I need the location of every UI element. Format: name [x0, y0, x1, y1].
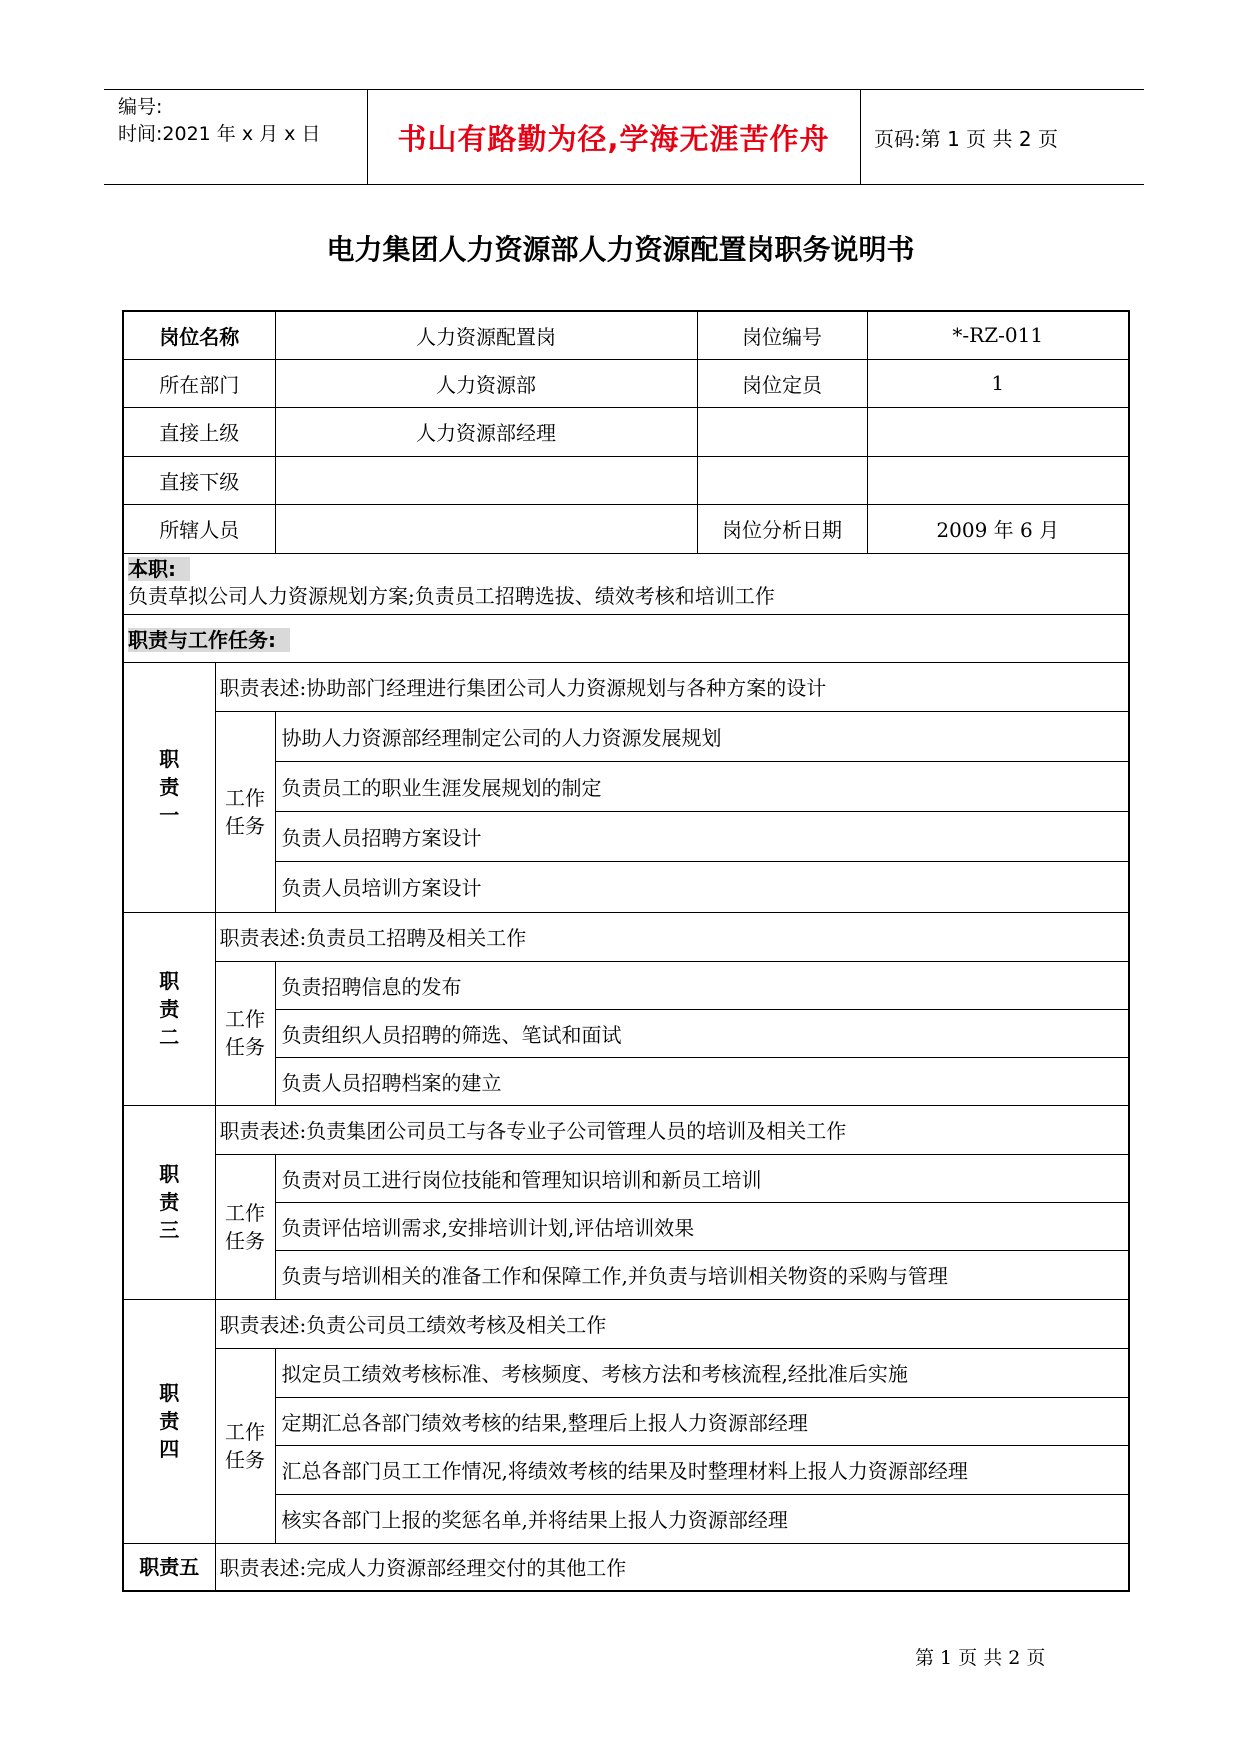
empty-cell [867, 456, 1129, 504]
headcount-label: 岗位定员 [697, 359, 867, 407]
resp5-row [123, 1543, 1129, 1591]
task-row [123, 1348, 1129, 1397]
task-label-line: 任务 [225, 1447, 265, 1472]
task-label [215, 1348, 275, 1543]
task-row [123, 1154, 1129, 1202]
post-no-value: *-RZ-011 [867, 311, 1129, 359]
doc-number-label: 编号: [118, 96, 163, 118]
info-row [123, 407, 1129, 456]
analysis-date-label: 岗位分析日期 [697, 504, 867, 553]
header-motto: 书山有路勤为径,学海无涯苦作舟 [397, 121, 830, 156]
task-item: 负责员工的职业生涯发展规划的制定 [275, 761, 1129, 811]
responsibility-label-char: 三 [159, 1218, 180, 1242]
page-header [104, 89, 1144, 185]
section-heading-row [123, 614, 1129, 662]
responsibility-label [123, 1105, 215, 1299]
task-label-line: 工作 [225, 785, 265, 810]
superior-label: 直接上级 [123, 407, 275, 456]
header-meta [118, 94, 320, 148]
job-description-table [122, 310, 1130, 1592]
task-item: 核实各部门上报的奖惩名单,并将结果上报人力资源部经理 [275, 1494, 1129, 1543]
task-item: 负责与培训相关的准备工作和保障工作,并负责与培训相关物资的采购与管理 [275, 1250, 1129, 1299]
post-name-value: 人力资源配置岗 [275, 311, 697, 359]
task-item: 负责组织人员招聘的筛选、笔试和面试 [275, 1009, 1129, 1057]
task-item: 汇总各部门员工工作情况,将绩效考核的结果及时整理材料上报人力资源部经理 [275, 1445, 1129, 1494]
duty-cell [123, 553, 1129, 614]
task-item: 负责评估培训需求,安排培训计划,评估培训效果 [275, 1202, 1129, 1250]
responsibilities-body [123, 662, 1129, 1543]
info-row [123, 456, 1129, 504]
empty-cell [867, 407, 1129, 456]
subordinate-label: 直接下级 [123, 456, 275, 504]
info-row [123, 311, 1129, 359]
responsibility-desc: 职责表述:协助部门经理进行集团公司人力资源规划与各种方案的设计 [215, 662, 1129, 711]
task-item: 协助人力资源部经理制定公司的人力资源发展规划 [275, 711, 1129, 761]
empty-cell [697, 456, 867, 504]
document-title: 电力集团人力资源部人力资源配置岗职务说明书 [326, 233, 915, 266]
task-label-line: 工作 [225, 1419, 265, 1444]
task-row [123, 711, 1129, 761]
headcount-value: 1 [867, 359, 1129, 407]
responsibility-label-char: 职 [159, 1381, 180, 1405]
responsibility-label-char: 责 [159, 775, 180, 799]
responsibility-desc-row [123, 912, 1129, 961]
duty-row [123, 553, 1129, 614]
dept-value: 人力资源部 [275, 359, 697, 407]
responsibility-label-char: 二 [159, 1024, 180, 1049]
responsibility-desc: 职责表述:负责公司员工绩效考核及相关工作 [215, 1299, 1129, 1348]
post-name-label: 岗位名称 [123, 311, 275, 359]
responsibility-label-char: 责 [159, 1190, 180, 1214]
task-label [215, 961, 275, 1105]
empty-cell [275, 504, 697, 553]
doc-time-label: 时间:2021 年 x 月 x 日 [118, 123, 321, 145]
responsibilities-heading: 职责与工作任务: [128, 628, 290, 652]
resp5-label: 职责五 [123, 1543, 215, 1591]
responsibility-label-char: 职 [159, 1162, 180, 1186]
task-label-line: 任务 [225, 1035, 265, 1059]
post-no-label: 岗位编号 [697, 311, 867, 359]
analysis-date-value: 2009 年 6 月 [867, 504, 1129, 553]
responsibility-desc-row [123, 1299, 1129, 1348]
responsibility-label-char: 责 [159, 1409, 180, 1433]
task-label [215, 711, 275, 912]
responsibility-label-char: 职 [159, 968, 180, 993]
duty-text: 负责草拟公司人力资源规划方案;负责员工招聘选拔、绩效考核和培训工作 [128, 583, 775, 608]
responsibility-label-char: 四 [159, 1437, 180, 1461]
task-label-line: 工作 [225, 1007, 265, 1031]
staff-label: 所辖人员 [123, 504, 275, 553]
info-row [123, 504, 1129, 553]
responsibility-label-char: 职 [159, 747, 180, 771]
task-label-line: 任务 [225, 1228, 265, 1253]
task-item: 定期汇总各部门绩效考核的结果,整理后上报人力资源部经理 [275, 1397, 1129, 1445]
task-item: 负责人员培训方案设计 [275, 861, 1129, 912]
responsibility-desc: 职责表述:负责集团公司员工与各专业子公司管理人员的培训及相关工作 [215, 1105, 1129, 1154]
info-row [123, 359, 1129, 407]
task-item: 负责人员招聘方案设计 [275, 811, 1129, 861]
task-label-line: 任务 [225, 813, 265, 838]
page-footer: 第 1 页 共 2 页 [915, 1647, 1046, 1669]
responsibility-desc-row [123, 1105, 1129, 1154]
header-divider [860, 90, 861, 184]
duty-label: 本职: [128, 557, 190, 581]
responsibility-label [123, 912, 215, 1105]
responsibility-desc-row [123, 662, 1129, 711]
responsibility-label [123, 1299, 215, 1543]
task-label-line: 工作 [225, 1200, 265, 1225]
responsibilities-heading-cell [123, 614, 1129, 662]
responsibility-label-char: 责 [159, 996, 180, 1021]
superior-value: 人力资源部经理 [275, 407, 697, 456]
task-item: 负责招聘信息的发布 [275, 961, 1129, 1009]
responsibility-label [123, 662, 215, 912]
responsibility-label-char: 一 [159, 803, 180, 827]
empty-cell [697, 407, 867, 456]
task-item: 拟定员工绩效考核标准、考核频度、考核方法和考核流程,经批准后实施 [275, 1348, 1129, 1397]
task-item: 负责人员招聘档案的建立 [275, 1057, 1129, 1105]
task-label [215, 1154, 275, 1299]
responsibility-desc: 职责表述:负责员工招聘及相关工作 [215, 912, 1129, 961]
resp5-desc: 职责表述:完成人力资源部经理交付的其他工作 [215, 1543, 1129, 1591]
empty-cell [275, 456, 697, 504]
task-row [123, 961, 1129, 1009]
task-item: 负责对员工进行岗位技能和管理知识培训和新员工培训 [275, 1154, 1129, 1202]
header-page-number: 页码:第 1 页 共 2 页 [874, 126, 1058, 151]
dept-label: 所在部门 [123, 359, 275, 407]
